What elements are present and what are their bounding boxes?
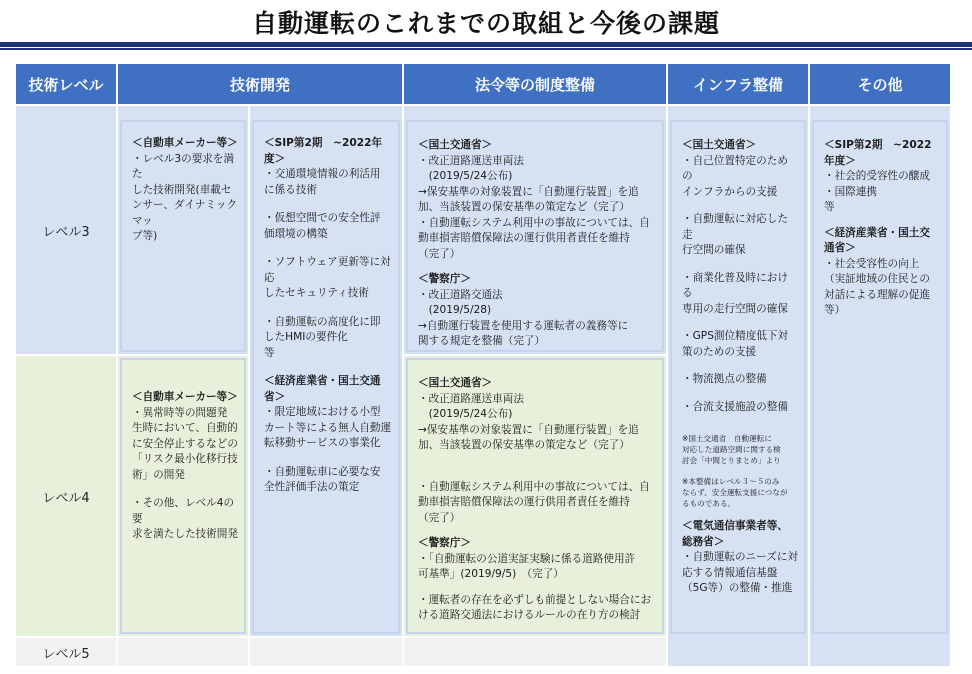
law-level3-mlit-item: ・自動運転システム利用中の事故については、自 動車損害賠償保障法の運行供用者責任を維持 （完了） (418, 216, 650, 260)
tech-level3-maker-text: ・レベル3の要求を満た した技術開発(車載セ ンサー、ダイナミックマッ プ等) (132, 152, 238, 242)
other-meti-mlit-heading: ＜経済産業省・国土交 通省＞ (824, 226, 930, 254)
header-tech-dev: 技術開発 (118, 64, 402, 104)
tech-meti-mlit-heading: ＜経済産業省・国土交通 省＞ (264, 375, 381, 403)
infra-note: ※本整備はレベル３～５のみ ならず、安全運転支援につなが るものである。 (682, 477, 788, 508)
infra-item: ・GPS測位精度低下対 策のための支援 (682, 330, 789, 358)
header-tech-level: 技術レベル (16, 64, 116, 104)
bg-law-l5 (404, 638, 666, 666)
tech-meti-mlit-item: ・自動運転車に必要な安 全性評価手法の策定 (264, 465, 381, 493)
infra-item: ・自動運転に対応した走 行空間の確保 (682, 213, 788, 256)
law-level3-cell (406, 120, 664, 352)
page-title: 自動運転のこれまでの取組と今後の課題 (251, 9, 720, 38)
law-level3-mlit-item: ・改正道路運送車両法 (2019/5/24公布) →保安基準の対象装置に「自動運行装置」を追 加、当該装置の保安基準の策定など（完了） (418, 154, 639, 213)
title-rule-thick (0, 42, 972, 47)
law-level3-npa-heading: ＜警察庁＞ (418, 273, 471, 285)
law-level4-mlit-heading: ＜国土交通省＞ (418, 377, 493, 389)
row-label-level3: レベル3 (16, 106, 116, 354)
infra-item: ・商業化普及時における 専用の走行空間の確保 (682, 271, 788, 315)
tech-sip-cell (252, 120, 400, 634)
law-level4-mlit-item: ・自動運転システム利用中の事故については、自 動車損害賠償保障法の運行供用者責任を維持 （完了） (418, 480, 650, 524)
law-level3-npa-item: ・改正道路交通法 (2019/5/28) →自動運行装置を使用する運転者の義務等に 関する規定を整備（完了） (418, 288, 629, 347)
law-level4-npa-item: ・運転者の存在を必ずしも前提としない場合にお ける道路交通法におけるルールの在り方の検討 (418, 593, 652, 621)
tech-sip-item: ・交通環境情報の利活用 に係る技術 (264, 168, 381, 196)
law-level4-mlit-item: ・改正道路運送車両法 (2019/5/24公布) →保安基準の対象装置に「自動運行装置」を追 加、当該装置の保安基準の策定など（完了） (418, 392, 639, 451)
tech-level4-maker-item: ・異常時等の問題発 生時において、自動的 に安全停止するなどの 「リスク最小化移行技 術」の開発 (132, 406, 238, 481)
law-level4-npa-item: ・「自動運転の公道実証実験に係る道路使用許 可基準」(2019/9/5) （完了） (418, 552, 636, 580)
tech-level3-maker-heading: ＜自動車メーカー等＞ (132, 137, 238, 149)
tech-level4-maker-heading: ＜自動車メーカー等＞ (132, 391, 238, 403)
tech-sip-item: ・仮想空間での安全性評 価環境の構築 (264, 212, 381, 240)
title-rule-thin (0, 48, 972, 50)
law-level4-npa-heading: ＜警察庁＞ (418, 537, 471, 549)
tech-sip-heading: ＜SIP第2期 ~2022年 度＞ (264, 137, 383, 165)
infra-mic-heading: ＜電気通信事業者等、 総務省＞ (682, 520, 788, 548)
other-meti-mlit-item: ・社会受容性の向上 （実証地域の住民との 対話による理解の促進 等） (824, 257, 930, 316)
tech-level4-maker-item: ・その他、レベル4の要 求を満たした技術開発 (132, 497, 238, 540)
infra-note: ※国土交通省 自動運転に 対応した道路空間に関する検 討会「中間とりまとめ」より (682, 434, 781, 465)
bg-tech-sip-l5 (250, 638, 402, 666)
tech-sip-item: ・自動運転の高度化に即 したHMIの要件化 等 (264, 315, 381, 359)
law-level3-mlit-heading: ＜国土交通省＞ (418, 139, 493, 151)
infra-item: ・合流支援施設の整備 (682, 400, 788, 413)
header-infra: インフラ整備 (668, 64, 808, 104)
tech-level3-maker-cell (120, 120, 246, 352)
infra-cell (670, 120, 806, 634)
other-cell (812, 120, 948, 634)
tech-sip-item: ・ソフトウェア更新等に対応 したセキュリティ技術 (264, 256, 391, 299)
infra-item: ・自己位置特定のための インフラからの支援 (682, 154, 788, 198)
other-sip-item: ・社会的受容性の醸成 ・国際連携 等 (824, 170, 930, 213)
other-sip-heading: ＜SIP第2期 ~2022 年度＞ (824, 139, 932, 167)
tech-meti-mlit-item: ・限定地域における小型 カート等による無人自動運 転移動サービスの事業化 (264, 406, 392, 449)
row-label-level4: レベル4 (16, 356, 116, 636)
bg-tech-l5 (118, 638, 248, 666)
header-law: 法令等の制度整備 (404, 64, 666, 104)
infra-mlit-heading: ＜国土交通省＞ (682, 139, 757, 151)
tech-level4-maker-cell (120, 358, 246, 634)
law-level4-cell (406, 358, 664, 634)
infra-item: ・物流拠点の整備 (682, 373, 767, 385)
row-label-level5: レベル5 (16, 638, 116, 666)
header-other: その他 (810, 64, 950, 104)
infra-mic-item: ・自動運転のニーズに対 応する情報通信基盤 （5G等）の整備・推進 (682, 551, 799, 594)
